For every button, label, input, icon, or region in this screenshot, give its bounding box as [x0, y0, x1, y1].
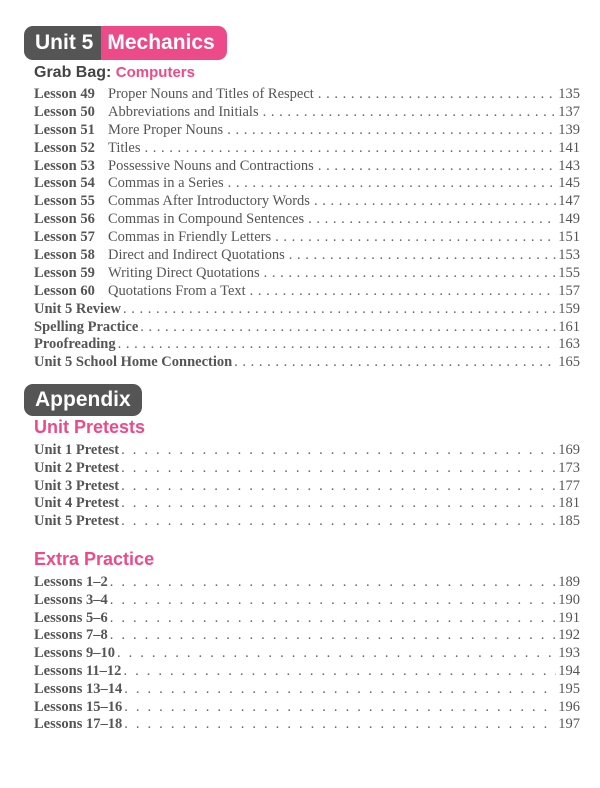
toc-entry — [34, 610, 580, 628]
page-number: 143 — [558, 157, 580, 174]
entry-title: Proper Nouns and Titles of Respect — [108, 86, 314, 102]
entry-title: Writing Direct Quotations — [108, 264, 260, 281]
grab-bag-topic: Computers — [115, 64, 195, 81]
entry-label: Unit 4 Pretest — [34, 495, 120, 512]
extra-practice-list — [34, 574, 580, 734]
page-number: 193 — [558, 645, 580, 662]
page-number: 190 — [558, 591, 580, 608]
entry-label: Lessons 1–2 — [34, 574, 108, 590]
dot-leader — [123, 301, 556, 319]
toc-entry — [34, 336, 580, 354]
page-number: 181 — [558, 495, 580, 512]
page-number: 147 — [558, 193, 580, 210]
toc-entry — [34, 247, 580, 265]
toc-entry — [34, 229, 580, 247]
entry-label: Lesson 60 — [34, 282, 95, 299]
page-number: 177 — [558, 477, 580, 494]
entry-label: Unit 2 Pretest — [34, 459, 120, 476]
page-number: 159 — [558, 300, 580, 317]
unit-pretests-heading: Unit Pretests — [34, 417, 146, 437]
page-number: 135 — [558, 86, 580, 102]
entry-label: Lessons 9–10 — [34, 645, 115, 662]
appendix-header: Appendix — [24, 384, 142, 416]
page-number: 141 — [558, 139, 580, 156]
dot-leader — [234, 354, 556, 372]
entry-label: Lessons 13–14 — [34, 680, 123, 697]
unit-label: Unit 5 — [24, 26, 101, 60]
toc-entry — [34, 175, 580, 193]
dot-leader — [228, 175, 557, 193]
entry-label: Lesson 56 — [34, 211, 95, 228]
dot-leader — [121, 478, 556, 496]
toc-entry — [34, 460, 580, 478]
entry-title: Commas in Friendly Letters — [108, 229, 272, 246]
dot-leader — [110, 592, 557, 610]
entry-title: Quotations From a Text — [108, 282, 246, 299]
entry-label: Spelling Practice — [34, 318, 139, 335]
page-number: 189 — [558, 574, 580, 590]
dot-leader — [118, 336, 557, 354]
entry-label: Lesson 53 — [34, 157, 95, 174]
dot-leader — [121, 460, 556, 478]
entry-label: Unit 5 Pretest — [34, 513, 120, 530]
dot-leader — [314, 193, 556, 211]
dot-leader — [145, 140, 557, 158]
toc-entry — [34, 681, 580, 699]
dot-leader — [124, 699, 556, 717]
entry-label: Lesson 58 — [34, 247, 95, 264]
unit-pretests-list — [34, 442, 580, 531]
page-number: 139 — [558, 121, 580, 138]
page-number: 192 — [558, 627, 580, 644]
toc-entry — [34, 122, 580, 140]
toc-entry — [34, 574, 580, 592]
toc-entry — [34, 319, 580, 337]
entry-label: Lessons 7–8 — [34, 627, 108, 644]
dot-leader — [308, 211, 556, 229]
dot-leader — [110, 627, 557, 645]
entry-title: Commas in a Series — [108, 175, 224, 192]
entry-title: Abbreviations and Initials — [108, 103, 259, 120]
dot-leader — [250, 283, 557, 301]
toc-entry — [34, 140, 580, 158]
extra-practice-heading: Extra Practice — [34, 549, 155, 569]
entry-title: Direct and Indirect Quotations — [108, 247, 285, 264]
entry-label: Lesson 57 — [34, 229, 95, 246]
page-number: 163 — [558, 336, 580, 353]
page-number: 197 — [558, 716, 580, 733]
toc-entry — [34, 354, 580, 372]
entry-label: Proofreading — [34, 336, 116, 353]
entry-label: Lessons 11–12 — [34, 662, 122, 679]
page-number: 173 — [558, 459, 580, 476]
toc-entry — [34, 211, 580, 229]
dot-leader — [289, 247, 556, 265]
entry-title: Commas After Introductory Words — [108, 193, 310, 210]
entry-label: Unit 5 Review — [34, 300, 121, 317]
dot-leader — [140, 319, 556, 337]
toc-entry — [34, 86, 580, 104]
page-number: 169 — [558, 442, 580, 458]
entry-label: Lessons 3–4 — [34, 591, 108, 608]
toc-entry — [34, 592, 580, 610]
entry-title: Commas in Compound Sentences — [108, 211, 305, 228]
page-number: 194 — [558, 662, 580, 679]
toc-entry — [34, 478, 580, 496]
dot-leader — [263, 104, 557, 122]
dot-leader — [121, 495, 556, 513]
toc-entry — [34, 716, 580, 734]
page-number: 137 — [558, 103, 580, 120]
dot-leader — [264, 265, 557, 283]
entry-label: Lesson 55 — [34, 193, 95, 210]
page-number: 191 — [558, 609, 580, 626]
entry-label: Lesson 51 — [34, 121, 95, 138]
unit-title: Mechanics — [101, 26, 226, 60]
entry-title: Possessive Nouns and Contractions — [108, 157, 314, 174]
dot-leader — [123, 663, 556, 681]
toc-entry — [34, 301, 580, 319]
dot-leader — [275, 229, 556, 247]
dot-leader — [318, 158, 556, 176]
toc-entry — [34, 495, 580, 513]
toc-entry — [34, 663, 580, 681]
toc-entry — [34, 699, 580, 717]
dot-leader — [227, 122, 556, 140]
entry-label: Lesson 54 — [34, 175, 95, 192]
dot-leader — [110, 610, 557, 628]
grab-bag-prefix: Grab Bag: — [34, 64, 112, 81]
entry-label: Lessons 5–6 — [34, 609, 108, 626]
entry-label: Unit 5 School Home Connection — [34, 354, 233, 371]
dot-leader — [124, 716, 556, 734]
page-number: 145 — [558, 175, 580, 192]
toc-entry — [34, 104, 580, 122]
toc-entry — [34, 265, 580, 283]
dot-leader — [124, 681, 556, 699]
toc-entry — [34, 158, 580, 176]
page-number: 153 — [558, 247, 580, 264]
toc-entry — [34, 513, 580, 531]
entry-title: More Proper Nouns — [108, 121, 224, 138]
entry-title: Titles — [108, 139, 141, 156]
dot-leader — [121, 442, 556, 460]
page-number: 155 — [558, 264, 580, 281]
dot-leader — [110, 574, 557, 592]
unit-header — [24, 26, 227, 60]
entry-label: Unit 1 Pretest — [34, 442, 120, 458]
dot-leader — [318, 86, 556, 104]
unit5-toc-list — [34, 86, 580, 372]
toc-entry — [34, 645, 580, 663]
page-number: 165 — [558, 354, 580, 371]
dot-leader — [117, 645, 556, 663]
page-number: 161 — [558, 318, 580, 335]
page-number: 196 — [558, 698, 580, 715]
page-number: 149 — [558, 211, 580, 228]
toc-entry — [34, 627, 580, 645]
page-number: 151 — [558, 229, 580, 246]
entry-label: Lesson 52 — [34, 139, 95, 156]
entry-label: Lesson 49 — [34, 86, 95, 102]
page-number: 185 — [558, 513, 580, 530]
entry-label: Lessons 17–18 — [34, 716, 123, 733]
entry-label: Lessons 15–16 — [34, 698, 123, 715]
entry-label: Lesson 59 — [34, 264, 95, 281]
entry-label: Unit 3 Pretest — [34, 477, 120, 494]
page-number: 195 — [558, 680, 580, 697]
toc-entry — [34, 193, 580, 211]
dot-leader — [121, 513, 556, 531]
toc-entry — [34, 283, 580, 301]
toc-entry — [34, 442, 580, 460]
entry-label: Lesson 50 — [34, 103, 95, 120]
grab-bag-heading — [34, 64, 195, 82]
page-number: 157 — [558, 282, 580, 299]
